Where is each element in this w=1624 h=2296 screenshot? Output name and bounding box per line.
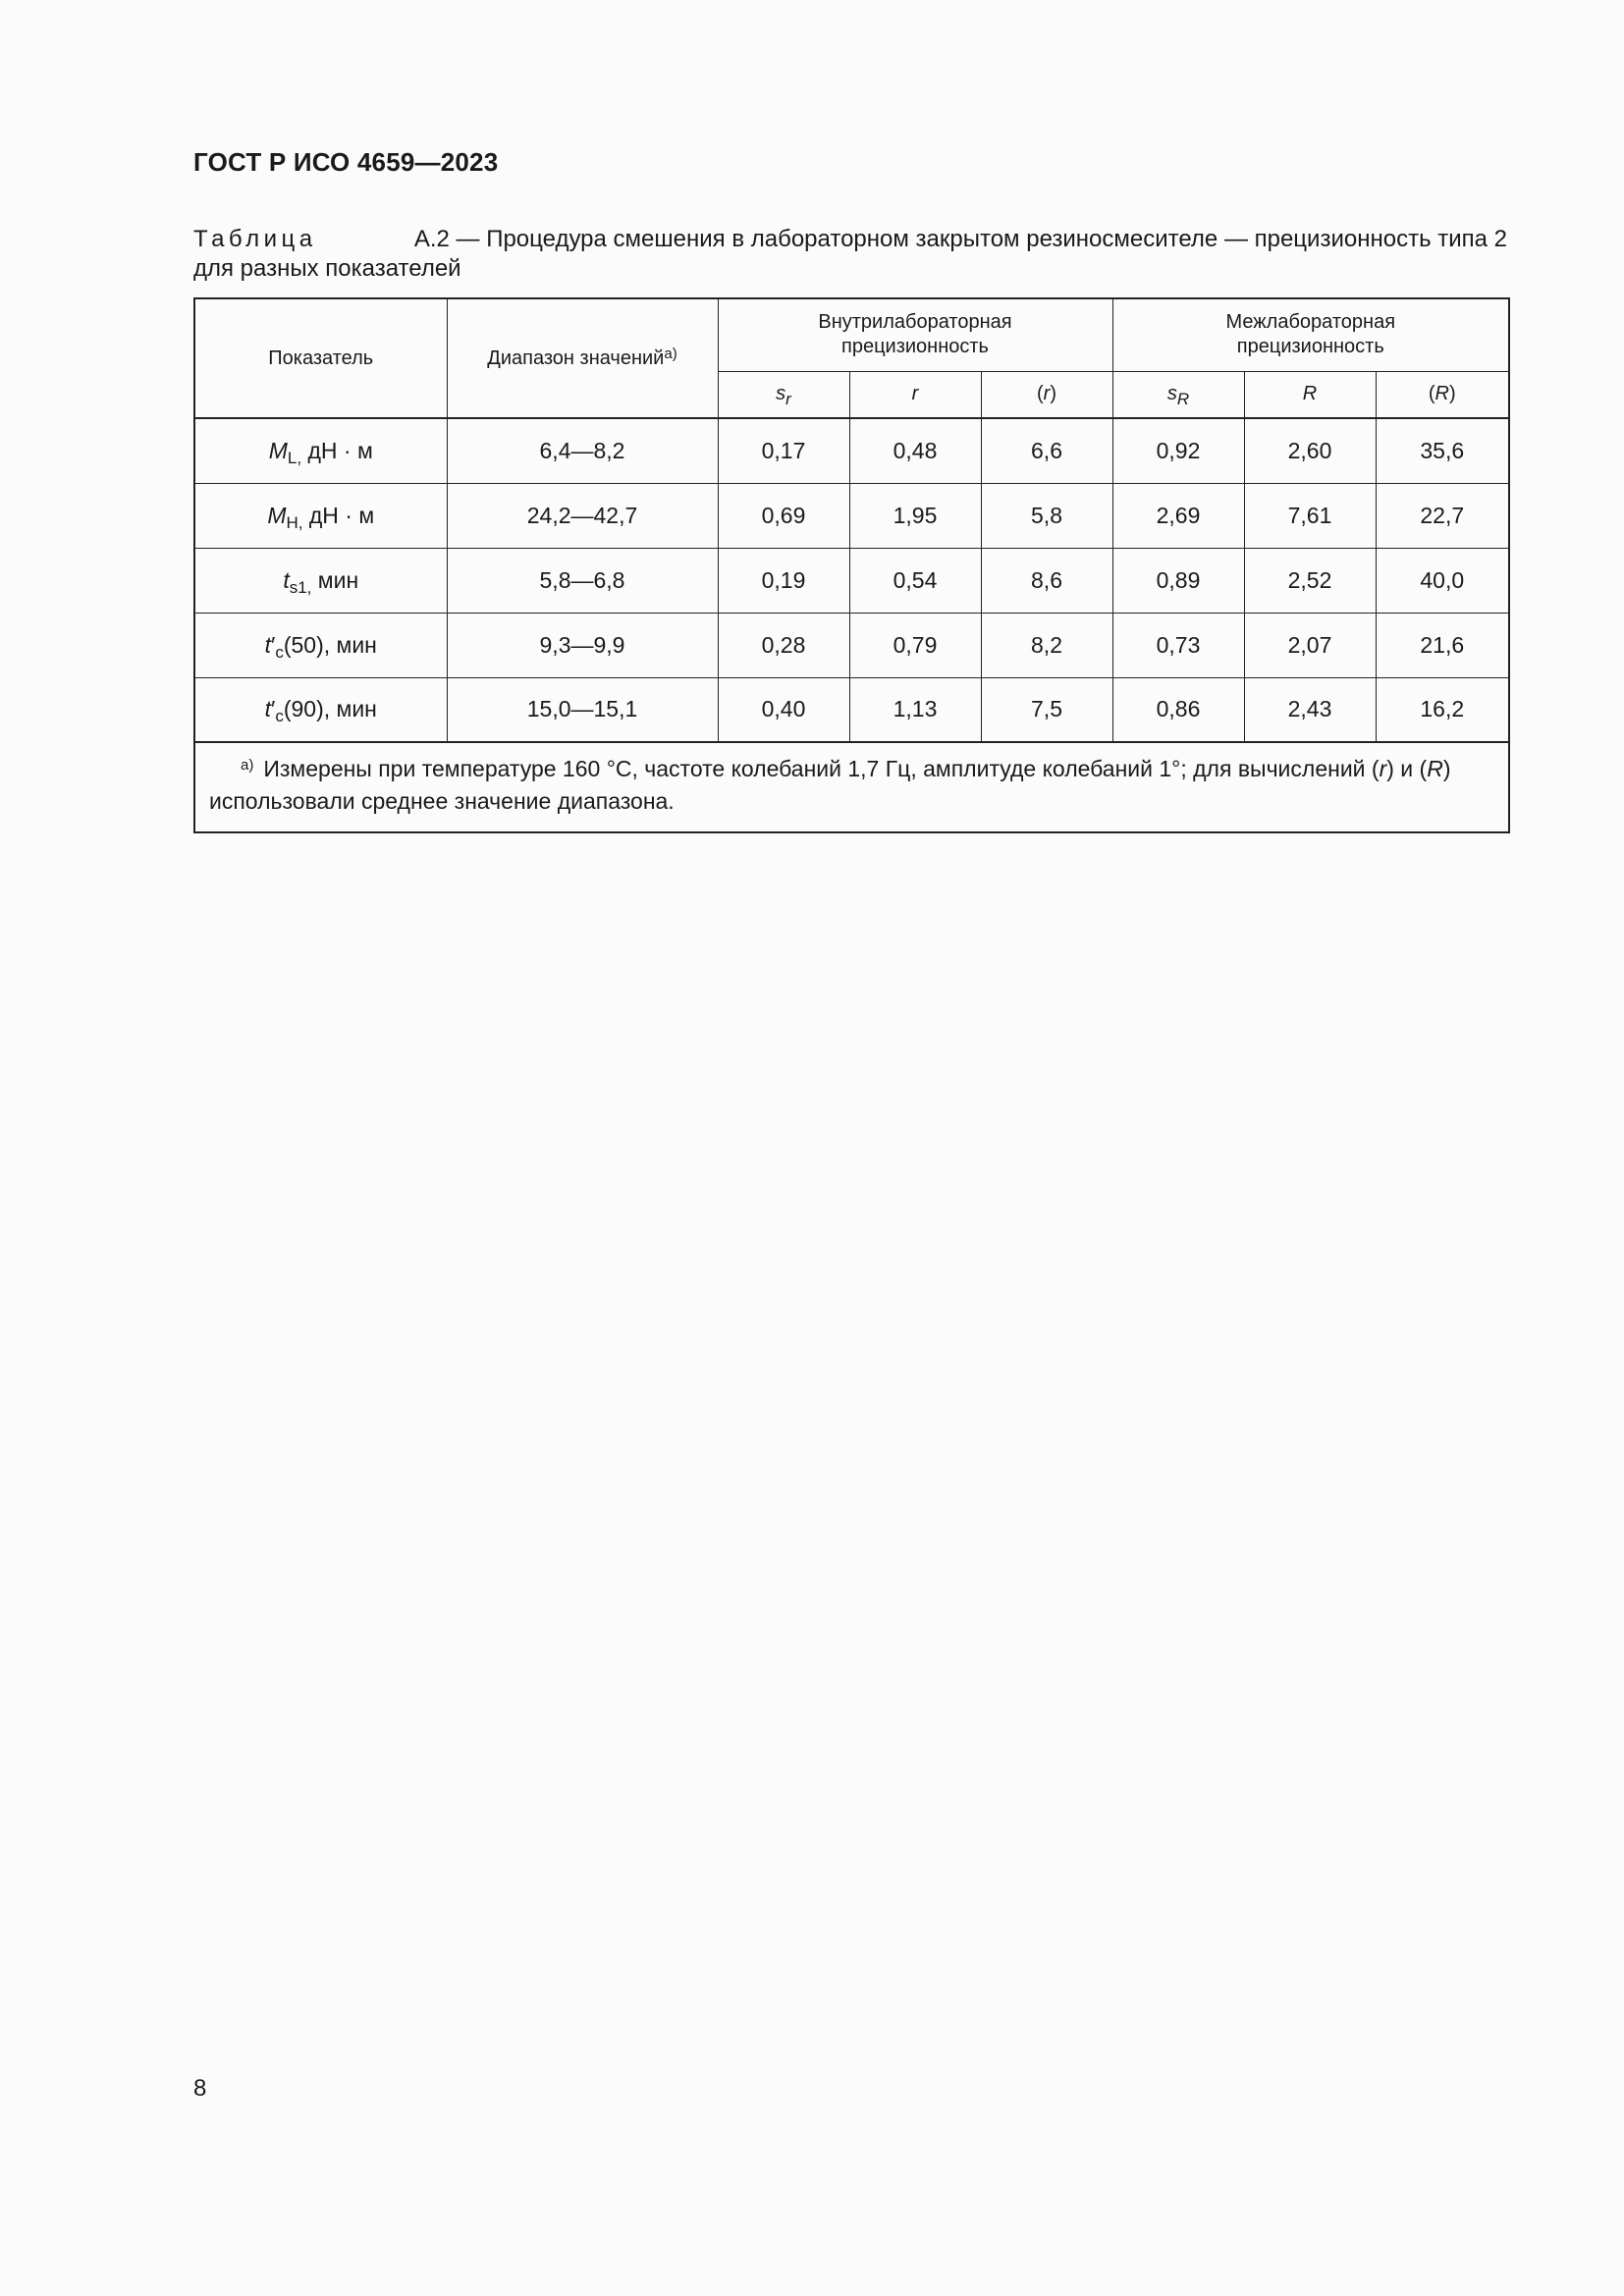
table-row <box>194 613 1509 677</box>
table-caption <box>193 225 1507 284</box>
cell-sr: 0,28 <box>718 613 849 677</box>
cell-r-relative: 6,6 <box>981 418 1112 483</box>
cell-r: 1,13 <box>849 677 981 742</box>
cell-r-relative: 5,8 <box>981 483 1112 548</box>
cell-sR: 0,73 <box>1112 613 1244 677</box>
precision-table <box>193 297 1510 833</box>
header-R <box>1244 371 1376 418</box>
header-r-relative-symbol: r <box>1043 383 1051 405</box>
table-row <box>194 483 1509 548</box>
indicator-symbol: M <box>268 437 288 463</box>
header-R-relative-open: ( <box>1428 383 1435 405</box>
caption-prefix: Таблица <box>193 226 317 252</box>
indicator-subscript: H, <box>286 512 303 532</box>
cell-sR: 0,92 <box>1112 418 1244 483</box>
header-inter-lab-label: Межлабораторная прецизионность <box>1225 311 1396 358</box>
footnote-text-3: ) использовали среднее значение диапазона. <box>209 756 1451 814</box>
table-row <box>194 548 1509 613</box>
table-body <box>194 418 1509 832</box>
cell-indicator <box>194 677 447 742</box>
header-inter-lab-precision <box>1112 298 1509 371</box>
indicator-subscript: s1, <box>289 577 312 597</box>
header-r-relative-close: ) <box>1050 383 1057 405</box>
header-range-footnote-mark: a) <box>664 345 677 362</box>
cell-R: 7,61 <box>1244 483 1376 548</box>
cell-sr: 0,17 <box>718 418 849 483</box>
header-sR <box>1112 371 1244 418</box>
header-indicator: Показатель <box>194 298 447 418</box>
cell-R: 2,52 <box>1244 548 1376 613</box>
header-sr-symbol: s <box>776 383 786 405</box>
footnote-r-symbol: r <box>1379 756 1387 781</box>
cell-indicator <box>194 483 447 548</box>
header-sR-symbol: s <box>1166 383 1177 405</box>
caption-title: А.2 — Процедура смешения в лабораторном закрытом резиносмесителе — прецизионность типа 2 <box>413 226 1507 252</box>
header-sr-subscript: r <box>785 390 791 409</box>
indicator-symbol: t <box>264 696 272 722</box>
cell-sr: 0,19 <box>718 548 849 613</box>
header-intra-lab-label: Внутрилабораторная прецизионность <box>818 311 1012 358</box>
cell-sR: 0,86 <box>1112 677 1244 742</box>
header-range-label: Диапазон значений <box>487 347 665 369</box>
footnote-text-2: ) и ( <box>1386 756 1428 781</box>
cell-R-relative: 40,0 <box>1376 548 1509 613</box>
header-r-relative <box>981 371 1112 418</box>
footnote-row <box>194 742 1509 832</box>
cell-r-relative: 8,2 <box>981 613 1112 677</box>
indicator-prime: ′ <box>271 696 276 722</box>
cell-r-relative: 7,5 <box>981 677 1112 742</box>
header-sR-subscript: R <box>1176 390 1190 409</box>
indicator-unit: дН · м <box>301 437 373 463</box>
footnote-text-1: Измерены при температуре 160 °C, частоте колебаний 1,7 Гц, амплитуде колебаний 1°; для вычислений ( <box>263 756 1380 781</box>
cell-range: 5,8—6,8 <box>447 548 718 613</box>
header-R-relative-close: ) <box>1448 383 1456 405</box>
cell-r-relative: 8,6 <box>981 548 1112 613</box>
indicator-prime: ′ <box>271 631 276 658</box>
cell-range: 24,2—42,7 <box>447 483 718 548</box>
header-R-relative <box>1376 371 1509 418</box>
cell-indicator <box>194 548 447 613</box>
cell-r: 0,79 <box>849 613 981 677</box>
indicator-subscript: c <box>275 642 284 662</box>
cell-indicator <box>194 613 447 677</box>
header-sr <box>718 371 849 418</box>
indicator-unit: мин <box>311 566 359 593</box>
cell-sr: 0,69 <box>718 483 849 548</box>
table-head <box>194 298 1509 418</box>
header-intra-lab-precision <box>718 298 1112 371</box>
indicator-subscript: L, <box>287 448 302 467</box>
cell-r: 0,48 <box>849 418 981 483</box>
cell-R-relative: 35,6 <box>1376 418 1509 483</box>
table-row <box>194 418 1509 483</box>
indicator-subscript: c <box>275 707 284 726</box>
indicator-unit: дН · м <box>302 502 375 528</box>
header-range <box>447 298 718 418</box>
header-r <box>849 371 981 418</box>
caption-line-2: для разных показателей <box>193 255 461 282</box>
footnote-mark: a) <box>241 757 254 774</box>
cell-R-relative: 22,7 <box>1376 483 1509 548</box>
cell-sr: 0,40 <box>718 677 849 742</box>
cell-R-relative: 21,6 <box>1376 613 1509 677</box>
header-r-relative-open: ( <box>1037 383 1044 405</box>
cell-range: 9,3—9,9 <box>447 613 718 677</box>
cell-sR: 0,89 <box>1112 548 1244 613</box>
indicator-unit: (50), мин <box>283 631 377 658</box>
document-header: ГОСТ Р ИСО 4659—2023 <box>193 147 499 177</box>
indicator-symbol: M <box>267 502 287 528</box>
indicator-symbol: t <box>283 566 290 593</box>
cell-sR: 2,69 <box>1112 483 1244 548</box>
page-number: 8 <box>193 2075 207 2102</box>
cell-R: 2,60 <box>1244 418 1376 483</box>
cell-R: 2,07 <box>1244 613 1376 677</box>
table-footnote <box>194 742 1509 832</box>
header-R-symbol: R <box>1302 383 1318 405</box>
cell-range: 6,4—8,2 <box>447 418 718 483</box>
footnote-R-symbol: R <box>1427 756 1443 781</box>
cell-R-relative: 16,2 <box>1376 677 1509 742</box>
caption-line-1 <box>193 225 1507 254</box>
cell-range: 15,0—15,1 <box>447 677 718 742</box>
cell-R: 2,43 <box>1244 677 1376 742</box>
header-R-relative-symbol: R <box>1435 383 1449 405</box>
cell-r: 1,95 <box>849 483 981 548</box>
table-row <box>194 677 1509 742</box>
indicator-unit: (90), мин <box>283 696 377 722</box>
cell-r: 0,54 <box>849 548 981 613</box>
cell-indicator <box>194 418 447 483</box>
indicator-symbol: t <box>264 631 272 658</box>
header-r-symbol: r <box>911 383 919 405</box>
